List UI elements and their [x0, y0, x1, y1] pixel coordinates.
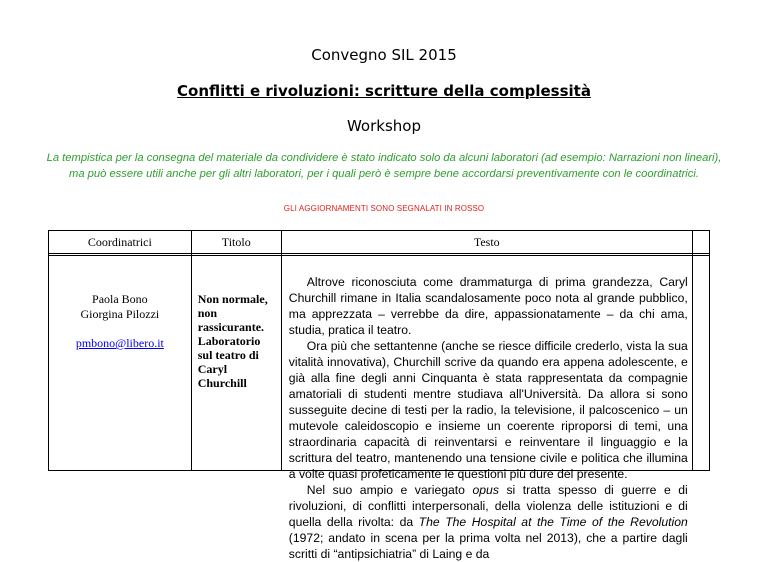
text-span: si tratta spesso di guerre e di rivoluzioni, di conflitti interpersonali, della violenza delle istituzioni e di quella della rivolta: da: [288, 483, 688, 529]
section-title: Workshop: [346, 117, 421, 135]
header-titolo: Titolo: [191, 231, 281, 254]
text-span: Nel suo ampio e variegato: [306, 483, 473, 497]
header-coordinatrici: Coordinatrici: [49, 231, 192, 254]
email-link[interactable]: pmbono@libero.it: [75, 336, 164, 350]
text-paragraph: Ora più che settantenne (anche se riesce difficile crederlo, vista la sua vitalità innovativa), Churchill scrive da quando era appena adolescente, e già alla fine degli anni Cinquanta è stata rappresentata da compagnie amatoriali di studenti mentre studiava all'Università. Da allora si sono susseguite decine di testi per la radio, la televisione, il palcoscenico – un mutevole caleidoscopio e insieme un coerente riproporsi di temi, una straordinaria capacità di reinventarsi e reinventare il linguaggio e la scrittura del teatro, mantenendo una tensione civile e politica che illumina a volte quasi profeticamente le questioni più dure del presente.: [288, 339, 688, 481]
header-extra: [692, 231, 709, 254]
coordinator-name: Paola Bono: [92, 292, 148, 306]
delivery-notice: La tempistica per la consegna del materiale da condividere è stato indicato solo da alcuni laboratori (ad esempio: Narrazioni non lineari), ma può essere utili anche per gli altri laboratori, per i quali però è sempre bene accordarsi preventivamente con le coordinatrici.: [46, 152, 722, 180]
workshop-table: [48, 230, 710, 561]
updates-note: GLI AGGIORNAMENTI SONO SEGNALATI IN ROSSO: [283, 204, 485, 213]
table-header-row: [49, 231, 710, 254]
extra-cell: [692, 256, 709, 471]
text-span: (1972; andato in scena per la prima volta nel 2013), che a partire dagli scritti di “antipsichiatria” di Laing e da: [288, 531, 688, 561]
coordinator-name: Giorgina Pilozzi: [80, 307, 160, 321]
header-testo: Testo: [281, 231, 692, 254]
text-cell: [281, 256, 692, 561]
italic-word: opus: [472, 483, 499, 497]
coordinators-cell: [49, 256, 192, 471]
conference-title: Conflitti e rivoluzioni: scritture della complessità: [177, 82, 591, 100]
table-row: [49, 256, 710, 471]
workshop-text: [282, 256, 692, 561]
conference-name: Convegno SIL 2015: [311, 46, 457, 64]
workshop-title: Non normale, non rassicurante. Laboratorio sul teatro di Caryl Churchill: [191, 256, 281, 471]
text-paragraph: Altrove riconosciuta come drammaturga di prima grandezza, Caryl Churchill rimane in Italia scandalosamente poco nota al grande pubblico, ma apprezzata – verrebbe da dire, appassionatamente – da chi ama, studia, pratica il teatro.: [288, 275, 688, 337]
work-title: The The Hospital at the Time of the Revolution: [418, 515, 688, 529]
text-paragraph: [289, 482, 688, 562]
